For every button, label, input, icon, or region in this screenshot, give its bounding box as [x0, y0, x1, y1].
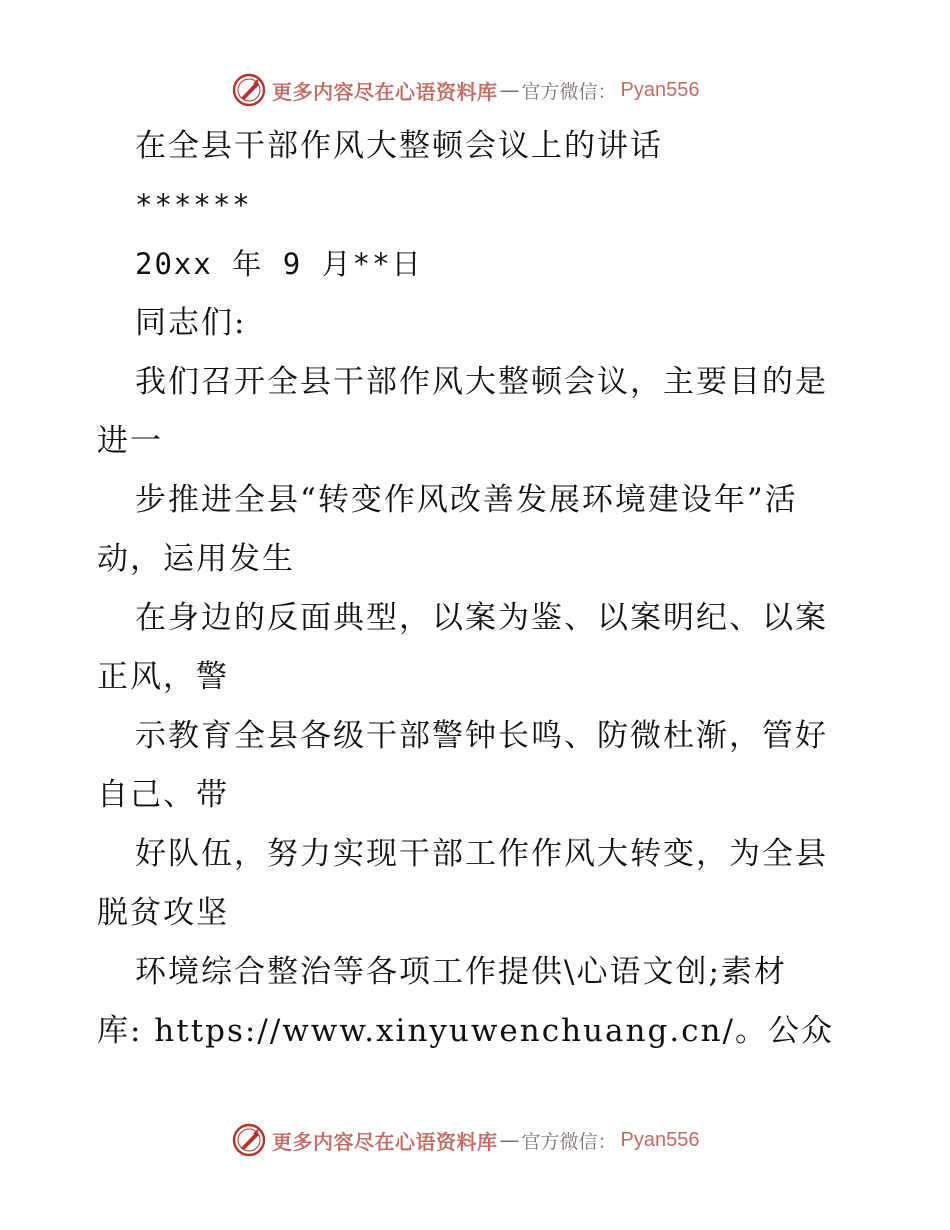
paragraph-line: 进一 — [97, 423, 163, 459]
paragraph-line: 好队伍，努力实现干部工作作风大转变，为全县 — [135, 836, 828, 872]
document-body — [97, 117, 857, 1061]
paragraph-line: 正风，警 — [97, 659, 229, 695]
header-banner — [232, 70, 699, 110]
paragraph-line: 自己、带 — [97, 777, 229, 813]
banner-separator: — — [499, 78, 520, 102]
paragraph-line: 步推进全县“转变作风改善发展环境建设年”活 — [135, 482, 798, 518]
paragraph-line: 动，运用发生 — [97, 541, 295, 577]
document-date: 20xx 年 9 月**日 — [135, 247, 423, 281]
paragraph-line: 示教育全县各级干部警钟长鸣、防微杜渐，管好 — [135, 718, 828, 754]
document-title: 在全县干部作风大整顿会议上的讲话 — [135, 128, 663, 164]
banner-wechat-id: Pyan556 — [620, 78, 700, 101]
banner-wechat-label: 官方微信： — [521, 80, 617, 103]
banner-wechat-label: 官方微信： — [521, 1130, 617, 1153]
banner-separator: — — [499, 1128, 520, 1152]
paragraph-line: 在身边的反面典型，以案为鉴、以案明纪、以案 — [135, 600, 828, 636]
salutation: 同志们: — [135, 305, 247, 341]
quill-logo-icon — [232, 73, 266, 107]
document-author: ****** — [135, 188, 252, 222]
banner-wechat-id: Pyan556 — [620, 1128, 700, 1151]
paragraph-line: 脱贫攻坚 — [97, 895, 229, 931]
banner-text: 更多内容尽在心语资料库 — [272, 1129, 498, 1154]
paragraph-line: 我们召开全县干部作风大整顿会议，主要目的是 — [135, 364, 828, 400]
footer-banner — [232, 1120, 699, 1160]
paragraph-line: 环境综合整治等各项工作提供\心语文创;素材 — [135, 954, 787, 990]
banner-text: 更多内容尽在心语资料库 — [272, 79, 498, 104]
quill-logo-icon — [232, 1123, 266, 1157]
paragraph-line-url: 库: https://www.xinyuwenchuang.cn/。公众 — [97, 1013, 834, 1049]
